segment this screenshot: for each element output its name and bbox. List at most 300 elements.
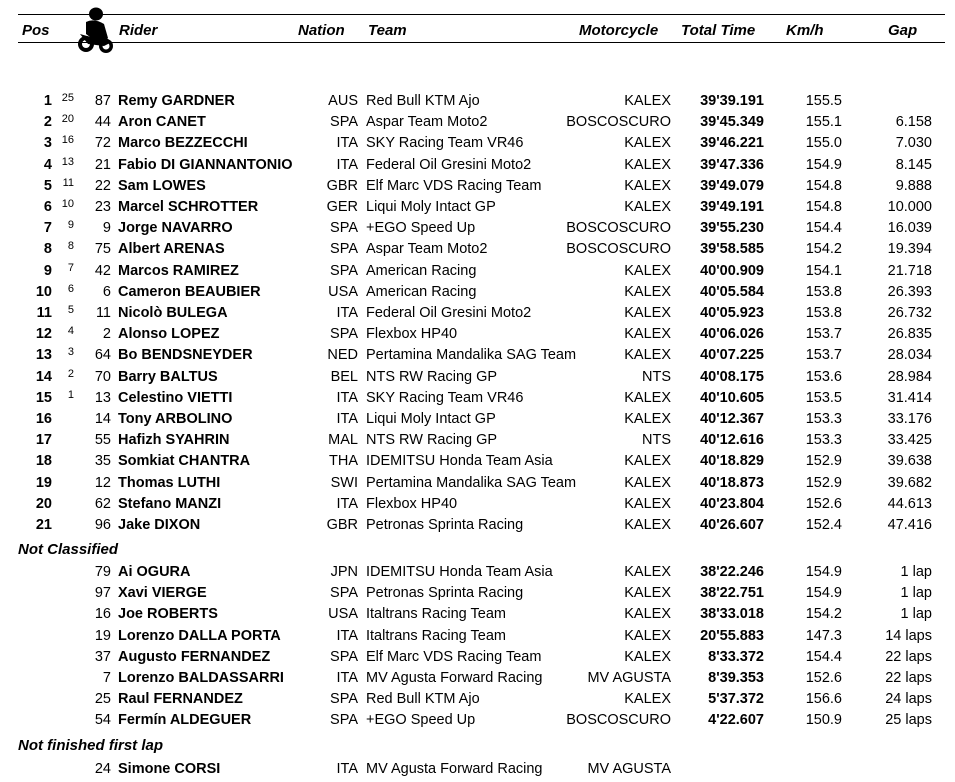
rider-name-cell: Cameron BEAUBIER [118, 283, 261, 300]
rider-number-cell: 23 [94, 199, 111, 215]
nation-cell: GER [326, 199, 358, 215]
rider-name-cell: Somkiat CHANTRA [118, 453, 251, 470]
rider-number-cell: 54 [94, 712, 111, 729]
gap-cell: 7.030 [895, 135, 932, 152]
position-cell: 8 [43, 241, 52, 258]
speed-cell: 154.9 [805, 585, 842, 602]
team-cell: Flexbox HP40 [366, 495, 458, 512]
speed-cell: 153.3 [805, 411, 842, 427]
results-header [0, 0, 955, 60]
rider-number-cell: 25 [94, 691, 111, 708]
speed-cell: 154.4 [805, 220, 842, 237]
team-cell: Petronas Sprinta Racing [366, 517, 524, 533]
motorcycle-cell: BOSCOSCURO [566, 114, 671, 131]
gap-cell: 1 lap [900, 606, 932, 623]
points-cell: 7 [67, 261, 74, 274]
gap-cell: 33.425 [887, 432, 932, 449]
gap-cell: 22 laps [885, 648, 932, 665]
rider-name-cell: Jorge NAVARRO [118, 220, 233, 237]
rider-name-cell: Jake DIXON [118, 517, 201, 533]
total-time-cell: 40'06.026 [700, 326, 764, 343]
gap-cell: 28.984 [887, 368, 932, 385]
rider-number-cell: 42 [94, 262, 111, 279]
rider-number-cell: 44 [94, 114, 111, 131]
points-cell: 20 [61, 113, 74, 126]
result-row [0, 495, 955, 516]
result-row [0, 431, 955, 452]
speed-cell: 152.6 [805, 495, 842, 512]
nation-cell: USA [328, 283, 358, 300]
result-row [0, 389, 955, 410]
nation-cell: GBR [326, 517, 358, 533]
nation-cell: SPA [330, 648, 358, 665]
team-cell: Petronas Sprinta Racing [366, 585, 524, 602]
rider-number-cell: 19 [94, 627, 111, 644]
gap-cell: 19.394 [887, 241, 932, 258]
total-time-cell: 40'18.829 [700, 453, 764, 470]
team-cell: MV Agusta Forward Racing [366, 761, 543, 777]
rider-number-cell: 21 [94, 156, 111, 173]
gap-cell: 1 lap [900, 564, 932, 580]
motorcycle-cell: NTS [642, 432, 671, 449]
gap-cell: 14 laps [885, 627, 932, 644]
nation-cell: GBR [326, 177, 358, 194]
rider-number-cell: 96 [94, 517, 111, 533]
rider-number-cell: 87 [94, 93, 111, 109]
team-cell: Italtrans Racing Team [366, 627, 506, 644]
total-time-cell: 40'05.923 [700, 305, 764, 321]
rider-name-cell: Tony ARBOLINO [118, 411, 233, 427]
gap-cell: 31.414 [887, 389, 932, 406]
header-bottom-line [18, 42, 945, 43]
speed-cell: 147.3 [805, 627, 842, 644]
result-row [0, 198, 955, 219]
rider-name-cell: Marco BEZZECCHI [118, 135, 248, 152]
gap-cell: 21.718 [887, 262, 932, 279]
position-cell: 19 [35, 474, 52, 491]
motorcycle-cell: KALEX [624, 453, 671, 470]
rider-name-cell: Lorenzo BALDASSARRI [118, 670, 284, 686]
result-row [0, 240, 955, 261]
team-cell: American Racing [366, 262, 477, 279]
points-cell: 8 [67, 240, 74, 253]
speed-cell: 154.4 [805, 648, 842, 665]
result-row [0, 92, 955, 113]
rider-number-cell: 24 [94, 761, 111, 777]
nation-cell: USA [328, 606, 358, 623]
result-row [0, 368, 955, 389]
result-row [0, 516, 955, 537]
gap-cell: 24 laps [885, 691, 932, 708]
team-cell: Liqui Moly Intact GP [366, 411, 496, 427]
position-cell: 21 [35, 517, 52, 533]
header-kmh: Km/h [786, 22, 824, 39]
total-time-cell: 5'37.372 [708, 691, 764, 708]
total-time-cell: 39'45.349 [700, 114, 764, 131]
rider-name-cell: Marcos RAMIREZ [118, 262, 239, 279]
rider-name-cell: Bo BENDSNEYDER [118, 347, 253, 364]
motorcycle-cell: KALEX [624, 606, 671, 623]
total-time-cell: 40'00.909 [700, 262, 764, 279]
total-time-cell: 39'46.221 [700, 135, 764, 152]
position-cell: 20 [35, 495, 52, 512]
speed-cell: 154.8 [805, 199, 842, 215]
rider-name-cell: Stefano MANZI [118, 495, 222, 512]
speed-cell: 153.5 [805, 389, 842, 406]
team-cell: SKY Racing Team VR46 [366, 135, 524, 152]
points-cell: 2 [67, 367, 74, 380]
motorcycle-cell: KALEX [624, 262, 671, 279]
team-cell: Flexbox HP40 [366, 326, 458, 343]
speed-cell: 154.9 [805, 156, 842, 173]
result-row [0, 690, 955, 711]
rider-number-cell: 2 [102, 326, 111, 343]
rider-number-cell: 16 [94, 606, 111, 623]
result-row [0, 325, 955, 346]
rider-number-cell: 62 [94, 495, 111, 512]
speed-cell: 155.1 [805, 114, 842, 131]
total-time-cell: 40'18.873 [700, 474, 764, 491]
rider-number-cell: 22 [94, 177, 111, 194]
total-time-cell: 40'08.175 [700, 368, 764, 385]
speed-cell: 152.6 [805, 670, 842, 686]
result-row [0, 177, 955, 198]
gap-cell: 28.034 [887, 347, 932, 364]
rider-name-cell: Remy GARDNER [118, 93, 235, 109]
motorcycle-cell: KALEX [624, 585, 671, 602]
gap-cell: 39.638 [887, 453, 932, 470]
points-cell: 4 [67, 325, 74, 338]
not-classified-heading: Not Classified [18, 541, 119, 558]
motorcycle-cell: KALEX [624, 305, 671, 321]
motorcycle-cell: KALEX [624, 199, 671, 215]
position-cell: 4 [43, 156, 52, 173]
rider-name-cell: Marcel SCHROTTER [118, 199, 259, 215]
total-time-cell: 39'47.336 [700, 156, 764, 173]
motorcycle-cell: KALEX [624, 177, 671, 194]
nation-cell: SPA [330, 262, 358, 279]
nation-cell: SPA [330, 585, 358, 602]
team-cell: Pertamina Mandalika SAG Team [366, 347, 577, 364]
rider-number-cell: 70 [94, 368, 111, 385]
gap-cell: 8.145 [895, 156, 932, 173]
position-cell: 10 [35, 283, 52, 300]
nation-cell: ITA [336, 495, 358, 512]
rider-number-cell: 6 [102, 283, 111, 300]
total-time-cell: 39'55.230 [700, 220, 764, 237]
rider-number-cell: 13 [94, 389, 111, 406]
total-time-cell: 20'55.883 [700, 627, 764, 644]
total-time-cell: 39'39.191 [700, 93, 764, 109]
position-cell: 11 [36, 305, 52, 321]
nation-cell: NED [327, 347, 358, 364]
team-cell: Red Bull KTM Ajo [366, 93, 480, 109]
position-cell: 13 [35, 347, 52, 364]
position-cell: 7 [43, 220, 52, 237]
header-nation: Nation [298, 22, 345, 39]
rider-number-cell: 35 [94, 453, 111, 470]
header-motorcycle: Motorcycle [579, 22, 659, 39]
motorcycle-rider-icon [74, 4, 116, 54]
total-time-cell: 4'22.607 [708, 712, 764, 729]
header-rider: Rider [119, 22, 158, 39]
rider-name-cell: Nicolò BULEGA [118, 305, 228, 321]
team-cell: Red Bull KTM Ajo [366, 691, 480, 708]
points-cell: 25 [61, 92, 74, 104]
result-row [0, 134, 955, 155]
team-cell: Aspar Team Moto2 [366, 114, 488, 131]
team-cell: MV Agusta Forward Racing [366, 670, 543, 686]
nation-cell: THA [329, 453, 358, 470]
position-cell: 17 [35, 432, 52, 449]
gap-cell: 47.416 [887, 517, 932, 533]
header-gap: Gap [888, 22, 918, 39]
team-cell: Pertamina Mandalika SAG Team [366, 474, 577, 491]
total-time-cell: 40'23.804 [700, 495, 764, 512]
speed-cell: 154.2 [805, 606, 842, 623]
rider-name-cell: Lorenzo DALLA PORTA [118, 627, 281, 644]
position-cell: 9 [43, 262, 52, 279]
result-row [0, 113, 955, 134]
speed-cell: 153.6 [805, 368, 842, 385]
gap-cell: 26.732 [887, 305, 932, 321]
rider-name-cell: Sam LOWES [118, 177, 206, 194]
rider-name-cell: Celestino VIETTI [118, 389, 233, 406]
speed-cell: 152.4 [805, 517, 842, 533]
result-row [0, 452, 955, 473]
nation-cell: SPA [330, 691, 358, 708]
nation-cell: SPA [330, 114, 358, 131]
total-time-cell: 38'22.246 [700, 564, 764, 580]
nation-cell: ITA [336, 135, 358, 152]
nation-cell: SPA [330, 712, 358, 729]
speed-cell: 153.7 [805, 347, 842, 364]
points-cell: 6 [67, 282, 74, 295]
gap-cell: 9.888 [895, 177, 932, 194]
position-cell: 5 [43, 177, 52, 194]
motorcycle-cell: KALEX [624, 283, 671, 300]
result-row [0, 262, 955, 283]
rider-name-cell: Alonso LOPEZ [118, 326, 220, 343]
total-time-cell: 40'07.225 [700, 347, 764, 364]
result-row [0, 669, 955, 690]
nation-cell: SPA [330, 220, 358, 237]
rider-number-cell: 79 [94, 564, 111, 580]
header-total-time: Total Time [681, 22, 756, 39]
rider-number-cell: 97 [94, 585, 111, 602]
team-cell: IDEMITSU Honda Team Asia [366, 564, 553, 580]
team-cell: SKY Racing Team VR46 [366, 389, 524, 406]
total-time-cell: 39'49.079 [700, 177, 764, 194]
motorcycle-cell: KALEX [624, 627, 671, 644]
position-cell: 15 [35, 389, 52, 406]
rider-name-cell: Augusto FERNANDEZ [118, 648, 271, 665]
rider-name-cell: Simone CORSI [118, 761, 221, 777]
result-row [0, 283, 955, 304]
nation-cell: ITA [336, 156, 358, 173]
rider-name-cell: Fabio DI GIANNANTONIO [118, 156, 293, 173]
motorcycle-cell: KALEX [624, 347, 671, 364]
result-row [0, 474, 955, 495]
position-cell: 12 [35, 326, 52, 343]
team-cell: NTS RW Racing GP [366, 368, 498, 385]
team-cell: Aspar Team Moto2 [366, 241, 488, 258]
points-cell: 16 [61, 134, 74, 147]
total-time-cell: 39'58.585 [700, 241, 764, 258]
total-time-cell: 38'22.751 [700, 585, 764, 602]
nation-cell: ITA [336, 627, 358, 644]
result-row [0, 304, 955, 325]
gap-cell: 6.158 [895, 114, 932, 131]
motorcycle-cell: KALEX [624, 93, 671, 109]
result-row [0, 410, 955, 431]
result-row [0, 219, 955, 240]
position-cell: 2 [43, 114, 52, 131]
gap-cell: 10.000 [887, 199, 932, 215]
motorcycle-cell: KALEX [624, 389, 671, 406]
rider-name-cell: Thomas LUTHI [118, 474, 221, 491]
rider-number-cell: 64 [94, 347, 111, 364]
rider-name-cell: Albert ARENAS [118, 241, 225, 258]
team-cell: +EGO Speed Up [366, 712, 476, 729]
gap-cell: 26.835 [887, 326, 932, 343]
nation-cell: SPA [330, 241, 358, 258]
rider-number-cell: 75 [94, 241, 111, 258]
speed-cell: 153.7 [805, 326, 842, 343]
speed-cell: 150.9 [805, 712, 842, 729]
gap-cell: 1 lap [900, 585, 932, 602]
result-row [0, 346, 955, 367]
nation-cell: ITA [336, 389, 358, 406]
rider-number-cell: 72 [94, 135, 111, 152]
nation-cell: SPA [330, 326, 358, 343]
points-cell: 3 [67, 346, 74, 359]
result-row [0, 584, 955, 605]
rider-number-cell: 11 [95, 305, 111, 321]
points-cell: 13 [61, 155, 74, 168]
motorcycle-cell: KALEX [624, 564, 671, 580]
rider-name-cell: Hafizh SYAHRIN [118, 432, 230, 449]
rider-name-cell: Ai OGURA [118, 564, 191, 580]
motorcycle-cell: MV AGUSTA [587, 670, 671, 686]
points-cell: 1 [67, 388, 74, 401]
header-top-line [18, 14, 945, 15]
speed-cell: 154.9 [805, 564, 842, 580]
gap-cell: 33.176 [887, 411, 932, 427]
motorcycle-cell: KALEX [624, 156, 671, 173]
rider-number-cell: 55 [94, 432, 111, 449]
position-cell: 18 [35, 453, 52, 470]
speed-cell: 153.3 [805, 432, 842, 449]
result-row [0, 760, 955, 781]
motorcycle-cell: KALEX [624, 691, 671, 708]
motorcycle-cell: KALEX [624, 495, 671, 512]
nation-cell: ITA [336, 670, 358, 686]
total-time-cell: 39'49.191 [700, 199, 764, 215]
nation-cell: ITA [336, 411, 358, 427]
speed-cell: 155.5 [805, 93, 842, 109]
header-pos: Pos [22, 22, 50, 39]
rider-name-cell: Aron CANET [118, 114, 206, 131]
motorcycle-cell: NTS [642, 368, 671, 385]
total-time-cell: 40'26.607 [700, 517, 764, 533]
result-row [0, 648, 955, 669]
speed-cell: 152.9 [805, 453, 842, 470]
team-cell: American Racing [366, 283, 477, 300]
result-row [0, 711, 955, 732]
position-cell: 14 [35, 368, 52, 385]
speed-cell: 155.0 [805, 135, 842, 152]
nation-cell: SWI [330, 474, 358, 491]
position-cell: 16 [35, 411, 52, 427]
not-finished-heading: Not finished first lap [18, 737, 164, 754]
speed-cell: 156.6 [805, 691, 842, 708]
rider-name-cell: Joe ROBERTS [118, 606, 218, 623]
total-time-cell: 38'33.018 [700, 606, 764, 623]
nation-cell: MAL [328, 432, 358, 449]
nation-cell: ITA [336, 761, 358, 777]
motorcycle-cell: MV AGUSTA [587, 761, 671, 777]
gap-cell: 25 laps [885, 712, 932, 729]
rider-name-cell: Fermín ALDEGUER [118, 712, 252, 729]
team-cell: +EGO Speed Up [366, 220, 476, 237]
rider-name-cell: Barry BALTUS [118, 368, 218, 385]
points-cell: 10 [61, 198, 74, 210]
gap-cell: 44.613 [887, 495, 932, 512]
speed-cell: 152.9 [805, 474, 842, 491]
team-cell: IDEMITSU Honda Team Asia [366, 453, 553, 470]
rider-name-cell: Raul FERNANDEZ [118, 691, 243, 708]
rider-number-cell: 12 [94, 474, 111, 491]
result-row [0, 563, 955, 584]
motorcycle-cell: BOSCOSCURO [566, 241, 671, 258]
total-time-cell: 8'33.372 [708, 648, 764, 665]
motorcycle-cell: BOSCOSCURO [566, 712, 671, 729]
motorcycle-cell: KALEX [624, 517, 671, 533]
speed-cell: 154.2 [805, 241, 842, 258]
team-cell: Federal Oil Gresini Moto2 [366, 305, 532, 321]
team-cell: Elf Marc VDS Racing Team [366, 648, 542, 665]
position-cell: 1 [43, 93, 52, 109]
speed-cell: 153.8 [805, 283, 842, 300]
points-cell: 11 [62, 176, 74, 189]
nation-cell: AUS [328, 93, 358, 109]
motorcycle-cell: KALEX [624, 135, 671, 152]
result-row [0, 156, 955, 177]
header-team: Team [368, 22, 407, 39]
motorcycle-cell: KALEX [624, 411, 671, 427]
gap-cell: 39.682 [887, 474, 932, 491]
speed-cell: 154.8 [805, 177, 842, 194]
nation-cell: BEL [330, 368, 358, 385]
nation-cell: ITA [336, 305, 358, 321]
position-cell: 3 [43, 135, 52, 152]
result-row [0, 627, 955, 648]
position-cell: 6 [43, 199, 52, 215]
points-cell: 5 [67, 304, 74, 316]
gap-cell: 26.393 [887, 283, 932, 300]
rider-number-cell: 37 [94, 648, 111, 665]
team-cell: NTS RW Racing GP [366, 432, 498, 449]
total-time-cell: 40'05.584 [700, 283, 764, 300]
total-time-cell: 8'39.353 [708, 670, 764, 686]
motorcycle-cell: KALEX [624, 648, 671, 665]
rider-number-cell: 9 [102, 220, 111, 237]
total-time-cell: 40'10.605 [700, 389, 764, 406]
team-cell: Italtrans Racing Team [366, 606, 506, 623]
gap-cell: 22 laps [885, 670, 932, 686]
nation-cell: JPN [330, 564, 358, 580]
